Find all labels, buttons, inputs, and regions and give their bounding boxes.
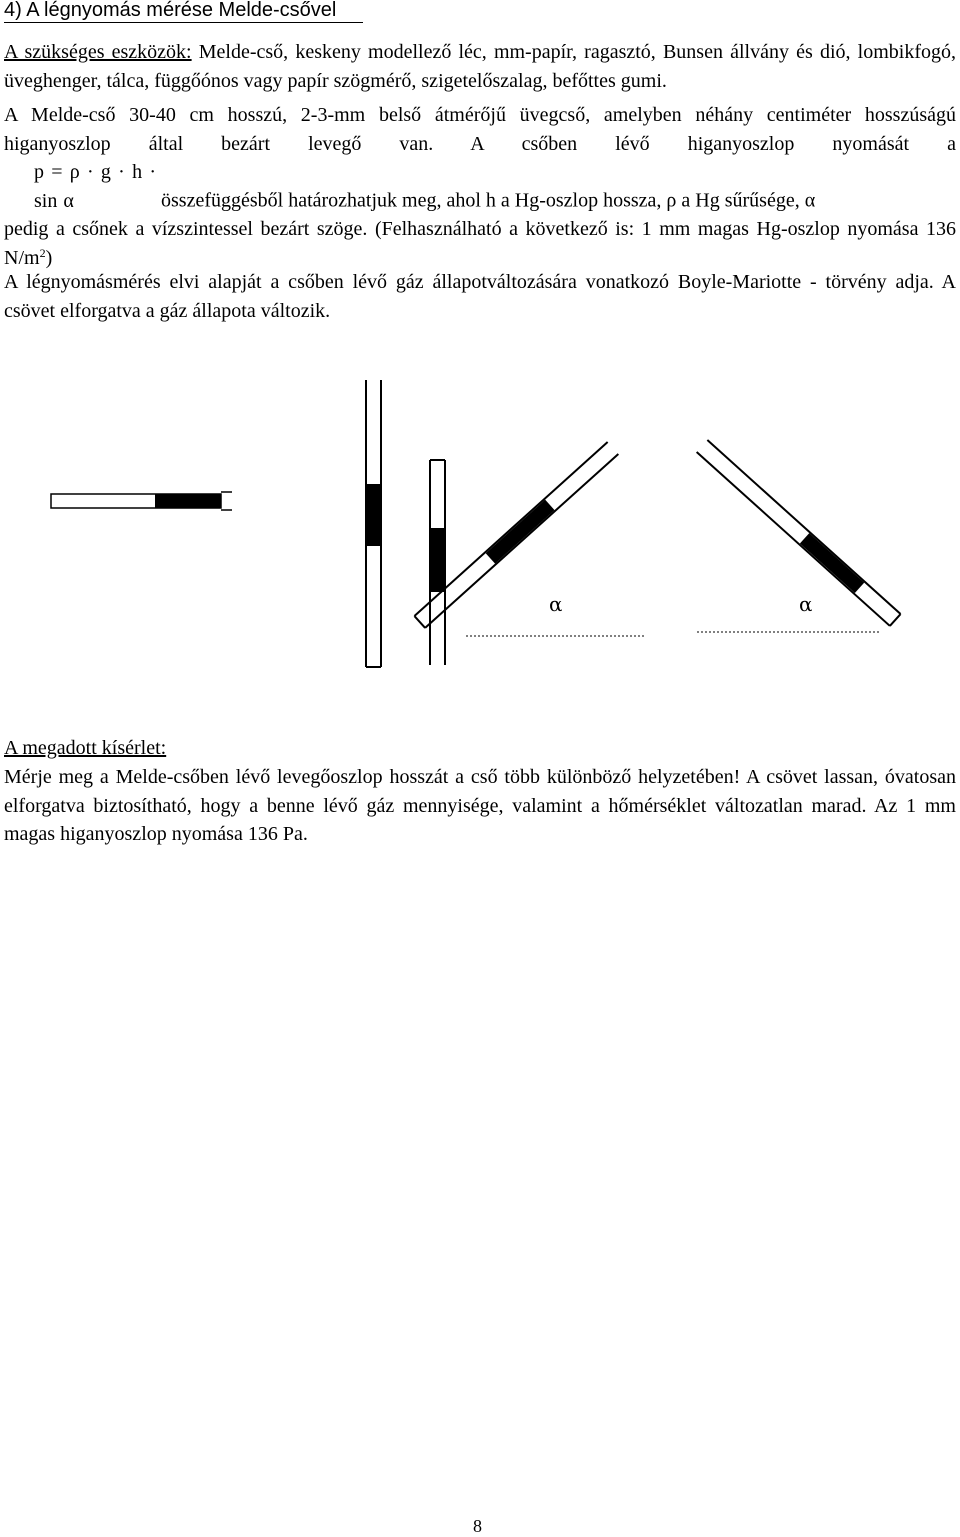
vertical-mercury-column-2 <box>431 528 444 592</box>
description-line1: A Melde-cső 30-40 cm hosszú, 2-3-mm belső átmérőjű üvegcső, amelyben néhány centiméter hosszúságú higanyoszlop által bezárt levegő van. A csőben lévő higanyoszlop nyomását a <box>4 104 956 155</box>
description-line3-end: ) <box>45 246 53 269</box>
vertical-tube-open-up <box>366 380 381 667</box>
description-line2: összefüggésből határozhatjuk meg, ahol h a Hg-oszlop hossza, ρ a Hg sűrűsége, α <box>156 189 816 212</box>
angle-alpha-right: α <box>799 592 813 616</box>
experiment-paragraph: Mérje meg a Melde-csőben lévő levegőoszlop hosszát a cső több különböző helyzetében! A csövet lassan, óvatosan elforgatva biztosítható, hogy a benne lévő gáz mennyisége, valamint a hőmérséklet változatlan marad. Az 1 mm magas higanyoszlop nyomása 136 Pa. <box>4 766 956 845</box>
horizontal-mercury-column <box>155 494 221 508</box>
description-paragraph-part2 <box>4 158 956 272</box>
horizontal-tube <box>51 492 232 510</box>
page-title: 4) A légnyomás mérése Melde-csővel <box>4 0 337 21</box>
pressure-formula: p = ρ · g · h · sin α <box>34 161 156 212</box>
tools-text: Melde-cső, keskeny modellező léc, mm-papír, ragasztó, Bunsen állvány és dió, lombikfogó, üveghenger, tálca, függőónos vagy papír szögmérő, szigetelőszalag, befőttes gumi. <box>4 41 956 92</box>
tools-label: A szükséges eszközök: <box>4 41 192 63</box>
tilted-mercury-column-left <box>486 500 555 564</box>
experiment-heading: A megadott kísérlet: <box>4 737 167 759</box>
melde-tube-figure <box>0 370 960 680</box>
tools-paragraph <box>4 38 956 95</box>
principle-paragraph: A légnyomásmérés elvi alapját a csőben lévő gáz állapotváltozására vonatkozó Boyle-Mariotte - törvény adja. A csövet elforgatva a gáz állapota változik. <box>4 271 956 322</box>
angle-alpha-left: α <box>549 592 563 616</box>
vertical-tube-open-down <box>430 460 445 665</box>
tilted-mercury-column-right <box>800 533 864 593</box>
page-number: 8 <box>473 1516 482 1536</box>
title-underline <box>4 22 363 23</box>
description-paragraph-part1 <box>4 101 956 158</box>
description-line3: pedig a csőnek a vízszintessel bezárt szöge. (Felhasználható a következő is: 1 mm magas Hg-oszlop nyomása 136 N/m <box>4 218 956 269</box>
unit-exponent: 2 <box>39 245 46 260</box>
vertical-mercury-column-1 <box>367 484 380 546</box>
